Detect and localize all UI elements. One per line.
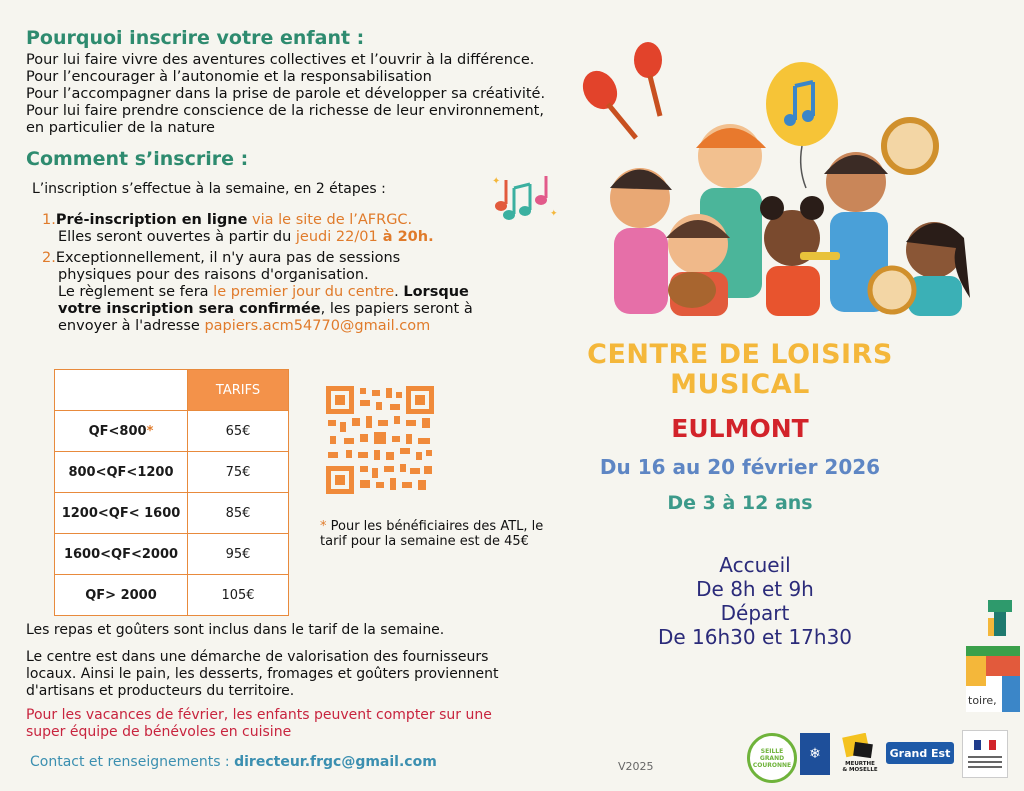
qf-cell: 800<QF<1200 <box>55 452 188 493</box>
suppliers-text <box>26 649 499 700</box>
title-line: CENTRE DE LOISIRS <box>587 339 893 370</box>
partner-fragment-icon <box>988 600 1012 636</box>
version-label: V2025 <box>618 760 654 773</box>
price-cell: 95€ <box>188 534 289 575</box>
flag-icon <box>974 740 996 750</box>
table-row <box>55 575 289 616</box>
seille-grand-couronne-logo <box>747 733 797 783</box>
why-line: en particulier de la nature <box>26 120 215 136</box>
contact-label: Contact et renseignements : <box>30 754 235 770</box>
qf-cell: 1200<QF< 1600 <box>55 493 188 534</box>
grand-est-logo <box>886 742 954 764</box>
meals-text: Les repas et goûters sont inclus dans le tarif de la semaine. <box>26 622 445 638</box>
step2-bold: Lorsque <box>403 284 469 300</box>
qr-code-icon[interactable] <box>326 386 434 494</box>
suppliers-line: d'artisans et producteurs du territoire. <box>26 683 295 699</box>
open-date: jeudi 22/01 <box>295 229 378 245</box>
step2-text: Le règlement se fera <box>58 284 214 300</box>
volunteers-line: Pour les vacances de février, les enfants peuvent compter sur une <box>26 707 492 723</box>
open-time: à 20h. <box>377 229 434 245</box>
step2-line: Exceptionnellement, il n'y aura pas de sessions <box>55 250 401 266</box>
contact-line <box>30 754 437 770</box>
why-line: Pour lui faire prendre conscience de la richesse de leur environnement, <box>26 103 544 119</box>
step2-text: envoyer à l'adresse <box>58 318 205 334</box>
volunteers-line: super équipe de bénévoles en cuisine <box>26 724 292 740</box>
qf-cell: 1600<QF<2000 <box>55 534 188 575</box>
atl-note <box>320 519 543 549</box>
tarifs-header: TARIFS <box>188 370 289 411</box>
note-line: tarif pour la semaine est de 45€ <box>320 534 529 549</box>
side-poster-fragment <box>966 646 1020 712</box>
why-line: Pour lui faire vivre des aventures collectives et l’ouvrir à la différence. <box>26 52 535 68</box>
caf-logo <box>800 733 830 775</box>
depart-time: De 16h30 et 17h30 <box>657 625 853 649</box>
table-row <box>55 534 289 575</box>
tarifs-table <box>54 369 289 616</box>
note-line: Pour les bénéficiaires des ATL, le <box>326 519 544 534</box>
step-2 <box>42 250 473 335</box>
children-musicians-illustration <box>580 38 970 316</box>
logo-text: Grand Est <box>889 746 951 760</box>
step2-text: . <box>394 284 404 300</box>
table-row <box>55 493 289 534</box>
why-list <box>26 52 545 137</box>
why-heading: Pourquoi inscrire votre enfant : <box>26 27 365 49</box>
town-name: EULMONT <box>671 414 809 443</box>
schedule <box>630 553 880 649</box>
volunteers-text <box>26 707 492 741</box>
dates-line: Du 16 au 20 février 2026 <box>599 455 881 479</box>
price-cell: 65€ <box>188 411 289 452</box>
center-title <box>580 340 900 400</box>
footnote-star: * <box>320 519 327 534</box>
table-row <box>55 452 289 493</box>
qf-cell <box>55 411 188 452</box>
step-number: 1. <box>42 212 56 228</box>
suppliers-line: Le centre est dans une démarche de valorisation des fournisseurs <box>26 649 489 665</box>
step1-bold: Pré-inscription en ligne <box>55 212 248 228</box>
why-line: Pour l’encourager à l’autonomie et la responsabilisation <box>26 69 432 85</box>
why-line: Pour l’accompagner dans la prise de parole et développer sa créativité. <box>26 86 546 102</box>
music-notes-icon <box>488 170 560 222</box>
svg-text:✦: ✦ <box>492 176 501 187</box>
step1-text: Elles seront ouvertes à partir du <box>58 229 296 245</box>
table-row <box>55 411 289 452</box>
accueil-label: Accueil <box>719 553 791 577</box>
step2-text: , les papiers seront à <box>320 301 473 317</box>
table-corner <box>55 370 188 411</box>
price-cell: 105€ <box>188 575 289 616</box>
logo-text: SEILLE GRAND COURONNE <box>752 747 792 769</box>
svg-text:✦: ✦ <box>550 209 558 219</box>
title-line: MUSICAL <box>670 369 810 400</box>
qf-label: QF<800 <box>88 423 147 439</box>
price-cell: 75€ <box>188 452 289 493</box>
accueil-time: De 8h et 9h <box>696 577 814 601</box>
step2-bold: votre inscription sera confirmée <box>58 301 321 317</box>
payment-day: le premier jour du centre <box>213 284 395 300</box>
how-intro: L’inscription s’effectue à la semaine, en 2 étapes : <box>32 181 386 197</box>
afrgc-link[interactable]: via le site de l’AFRGC. <box>247 212 413 228</box>
footnote-star: * <box>146 423 154 439</box>
depart-label: Départ <box>720 601 790 625</box>
step-1 <box>42 212 434 246</box>
step2-line: physiques pour des raisons d'organisation. <box>58 267 369 283</box>
how-heading: Comment s’inscrire : <box>26 148 249 170</box>
qf-cell: QF> 2000 <box>55 575 188 616</box>
ages-line: De 3 à 12 ans <box>667 492 813 514</box>
fragment-text: toire, <box>968 694 997 707</box>
ministere-logo <box>962 730 1008 778</box>
step-number: 2. <box>42 250 56 266</box>
price-cell: 85€ <box>188 493 289 534</box>
meurthe-moselle-logo <box>840 733 878 777</box>
snowflake-icon: ❄ <box>809 746 821 762</box>
contact-email[interactable]: directeur.frgc@gmail.com <box>234 754 437 770</box>
logo-text: MEURTHE & MOSELLE <box>842 761 878 773</box>
papers-email[interactable]: papiers.acm54770@gmail.com <box>204 318 431 334</box>
suppliers-line: locaux. Ainsi le pain, les desserts, fromages et goûters proviennent <box>26 666 499 682</box>
